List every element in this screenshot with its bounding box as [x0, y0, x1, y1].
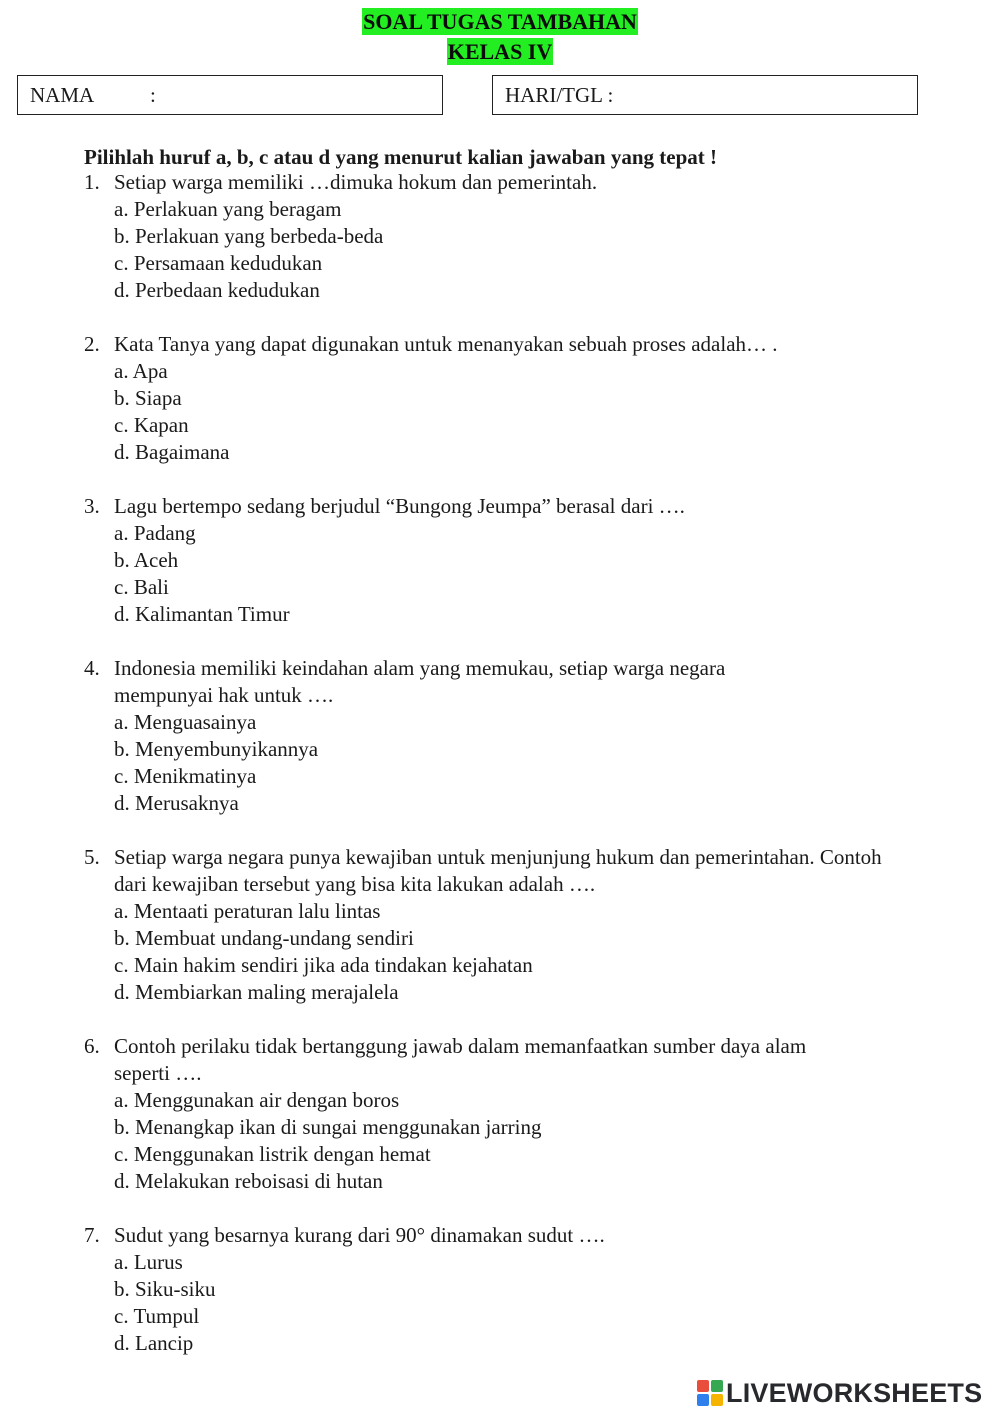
question-7 [84, 1222, 944, 1357]
option-a[interactable]: a. Perlakuan yang beragam [114, 197, 342, 221]
question-text: Kata Tanya yang dapat digunakan untuk menanyakan sebuah proses adalah… . [114, 332, 778, 356]
question-number: 6. [84, 1034, 100, 1058]
question-text: Indonesia memiliki keindahan alam yang memukau, setiap warga negara mempunyai hak untuk …. [114, 656, 726, 707]
logo-square [697, 1380, 709, 1392]
name-field[interactable] [17, 75, 443, 115]
option-c[interactable]: c. Tumpul [114, 1304, 200, 1328]
option-c[interactable]: c. Main hakim sendiri jika ada tindakan kejahatan [114, 953, 533, 977]
question-text: Setiap warga negara punya kewajiban untuk menjunjung hukum dan pemerintahan. Contoh dari kewajiban tersebut yang bisa kita lakukan adalah …. [114, 845, 882, 896]
question-2 [84, 331, 944, 466]
option-d[interactable]: d. Bagaimana [114, 440, 230, 464]
option-a[interactable]: a. Lurus [114, 1250, 183, 1274]
option-b[interactable]: b. Menyembunyikannya [114, 737, 319, 761]
option-b[interactable]: b. Siapa [114, 386, 182, 410]
question-text: Sudut yang besarnya kurang dari 90° dinamakan sudut …. [114, 1223, 605, 1247]
option-c[interactable]: c. Menikmatinya [114, 764, 257, 788]
question-text: Contoh perilaku tidak bertanggung jawab dalam memanfaatkan sumber daya alam seperti …. [114, 1034, 807, 1085]
question-number: 3. [84, 494, 100, 518]
date-field[interactable] [492, 75, 918, 115]
instruction-text: Pilihlah huruf a, b, c atau d yang menurut kalian jawaban yang tepat ! [84, 145, 718, 169]
option-b[interactable]: b. Aceh [114, 548, 179, 572]
option-c[interactable]: c. Kapan [114, 413, 189, 437]
option-a[interactable]: a. Menguasainya [114, 710, 257, 734]
question-number: 5. [84, 845, 100, 869]
logo-square [711, 1394, 723, 1406]
option-b[interactable]: b. Perlakuan yang berbeda-beda [114, 224, 384, 248]
option-a[interactable]: a. Padang [114, 521, 196, 545]
question-1 [84, 169, 944, 304]
question-number: 7. [84, 1223, 100, 1247]
logo-square [711, 1380, 723, 1392]
name-colon: : [150, 83, 156, 107]
class-label: KELAS IV [447, 39, 553, 64]
worksheet-header [0, 8, 1000, 68]
question-4 [84, 655, 944, 817]
option-d[interactable]: d. Melakukan reboisasi di hutan [114, 1169, 383, 1193]
option-c[interactable]: c. Persamaan kedudukan [114, 251, 323, 275]
question-list [84, 169, 944, 1384]
option-b[interactable]: b. Menangkap ikan di sungai menggunakan jarring [114, 1115, 542, 1139]
watermark-text: LIVEWORKSHEETS [726, 1377, 983, 1408]
option-d[interactable]: d. Merusaknya [114, 791, 239, 815]
option-c[interactable]: c. Menggunakan listrik dengan hemat [114, 1142, 431, 1166]
option-d[interactable]: d. Kalimantan Timur [114, 602, 290, 626]
worksheet-title: SOAL TUGAS TAMBAHAN [363, 9, 637, 34]
option-d[interactable]: d. Membiarkan maling merajalela [114, 980, 399, 1004]
question-5 [84, 844, 944, 1006]
question-text: Lagu bertempo sedang berjudul “Bungong Jeumpa” berasal dari …. [114, 494, 685, 518]
option-c[interactable]: c. Bali [114, 575, 169, 599]
question-number: 1. [84, 170, 100, 194]
date-label: HARI/TGL : [505, 83, 614, 107]
option-b[interactable]: b. Membuat undang-undang sendiri [114, 926, 414, 950]
option-a[interactable]: a. Apa [114, 359, 168, 383]
logo-square [697, 1394, 709, 1406]
option-d[interactable]: d. Lancip [114, 1331, 194, 1355]
option-a[interactable]: a. Menggunakan air dengan boros [114, 1088, 400, 1112]
question-6 [84, 1033, 944, 1195]
question-text: Setiap warga memiliki …dimuka hokum dan pemerintah. [114, 170, 598, 194]
option-b[interactable]: b. Siku-siku [114, 1277, 216, 1301]
liveworksheets-watermark [697, 1378, 982, 1408]
question-number: 2. [84, 332, 100, 356]
option-a[interactable]: a. Mentaati peraturan lalu lintas [114, 899, 381, 923]
liveworksheets-logo-icon [697, 1380, 723, 1406]
question-number: 4. [84, 656, 100, 680]
option-d[interactable]: d. Perbedaan kedudukan [114, 278, 320, 302]
name-label: NAMA [30, 83, 95, 107]
question-3 [84, 493, 944, 628]
